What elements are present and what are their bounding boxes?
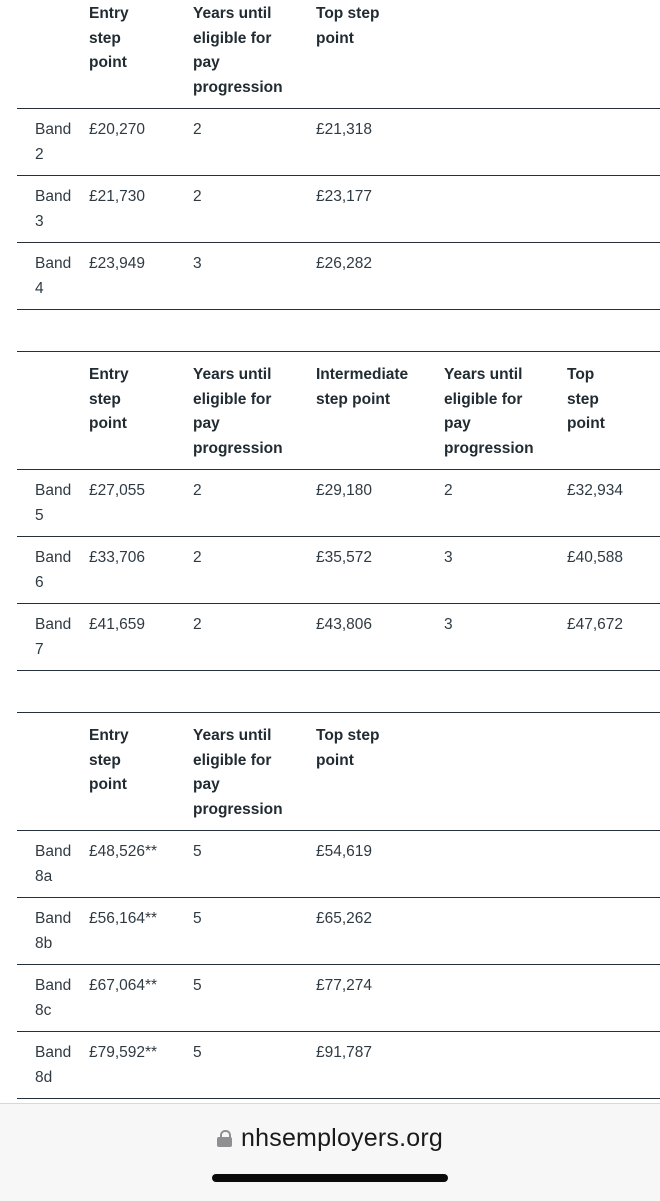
band-name-cell: Band 8d [35, 1044, 72, 1086]
table-row [17, 965, 660, 1032]
header-years-until-eligible: Years until eligible for pay progression [193, 366, 283, 457]
header-band [17, 713, 89, 831]
intermediate-step-cell: £35,572 [316, 549, 373, 566]
top-step-cell: £26,282 [316, 255, 373, 272]
table-row [17, 243, 660, 310]
table-header-row [17, 352, 660, 470]
lock-icon [217, 1130, 232, 1147]
band-name-cell: Band 8a [35, 843, 72, 885]
entry-step-cell: £27,055 [89, 482, 146, 499]
years-cell: 5 [193, 843, 202, 860]
header-years-until-eligible-2: Years until eligible for pay progression [444, 366, 534, 457]
header-band [17, 352, 89, 470]
years-cell: 5 [193, 910, 202, 927]
pay-table-bands-5-7 [17, 351, 660, 671]
pay-table-bands-8a-8d [17, 712, 660, 1099]
table-row [17, 1032, 660, 1099]
years-cell-2: 2 [444, 482, 453, 499]
table-row [17, 898, 660, 965]
header-intermediate-step-point: Intermediate step point [316, 366, 409, 408]
header-band [17, 0, 89, 109]
top-step-cell: £77,274 [316, 977, 373, 994]
home-indicator[interactable] [212, 1174, 448, 1182]
address-bar[interactable] [0, 1124, 660, 1153]
years-cell: 2 [193, 121, 202, 138]
entry-step-cell: £41,659 [89, 616, 146, 633]
table-row [17, 109, 660, 176]
years-cell: 5 [193, 1044, 202, 1061]
top-step-cell: £91,787 [316, 1044, 373, 1061]
years-cell-2: 3 [444, 549, 453, 566]
entry-step-cell: £23,949 [89, 255, 146, 272]
header-entry-step-point: Entry step point [89, 727, 129, 793]
years-cell: 2 [193, 482, 202, 499]
band-name-cell: Band 5 [35, 482, 72, 524]
top-step-cell: £21,318 [316, 121, 373, 138]
entry-step-cell: £48,526** [89, 843, 158, 860]
entry-step-cell: £56,164** [89, 910, 158, 927]
header-top-step-point: Top step point [316, 5, 380, 47]
top-step-cell: £40,588 [567, 549, 624, 566]
browser-bottom-bar [0, 1103, 660, 1201]
entry-step-cell: £33,706 [89, 549, 146, 566]
top-step-cell: £47,672 [567, 616, 624, 633]
entry-step-cell: £21,730 [89, 188, 146, 205]
intermediate-step-cell: £29,180 [316, 482, 373, 499]
header-top-step-point: Top step point [567, 366, 605, 432]
years-cell: 2 [193, 616, 202, 633]
band-name-cell: Band 7 [35, 616, 72, 658]
band-name-cell: Band 2 [35, 121, 72, 163]
header-top-step-point: Top step point [316, 727, 380, 769]
years-cell: 2 [193, 549, 202, 566]
header-entry-step-point: Entry step point [89, 5, 129, 71]
years-cell: 2 [193, 188, 202, 205]
table-row [17, 537, 660, 604]
header-years-until-eligible: Years until eligible for pay progression [193, 727, 283, 818]
header-years-until-eligible: Years until eligible for pay progression [193, 5, 283, 96]
band-name-cell: Band 8c [35, 977, 72, 1019]
table-row [17, 831, 660, 898]
table-header-row [17, 0, 660, 109]
band-name-cell: Band 3 [35, 188, 72, 230]
table-row [17, 470, 660, 537]
table-header-row [17, 713, 660, 831]
top-step-cell: £23,177 [316, 188, 373, 205]
top-step-cell: £54,619 [316, 843, 373, 860]
band-name-cell: Band 8b [35, 910, 72, 952]
band-name-cell: Band 6 [35, 549, 72, 591]
pay-table-bands-2-4 [17, 0, 660, 310]
header-entry-step-point: Entry step point [89, 366, 129, 432]
intermediate-step-cell: £43,806 [316, 616, 373, 633]
years-cell: 5 [193, 977, 202, 994]
table-row [17, 604, 660, 671]
top-step-cell: £65,262 [316, 910, 373, 927]
band-name-cell: Band 4 [35, 255, 72, 297]
entry-step-cell: £67,064** [89, 977, 158, 994]
entry-step-cell: £20,270 [89, 121, 146, 138]
table-row [17, 176, 660, 243]
top-step-cell: £32,934 [567, 482, 624, 499]
url-text[interactable]: nhsemployers.org [241, 1124, 443, 1152]
entry-step-cell: £79,592** [89, 1044, 158, 1061]
years-cell: 3 [193, 255, 202, 272]
years-cell-2: 3 [444, 616, 453, 633]
